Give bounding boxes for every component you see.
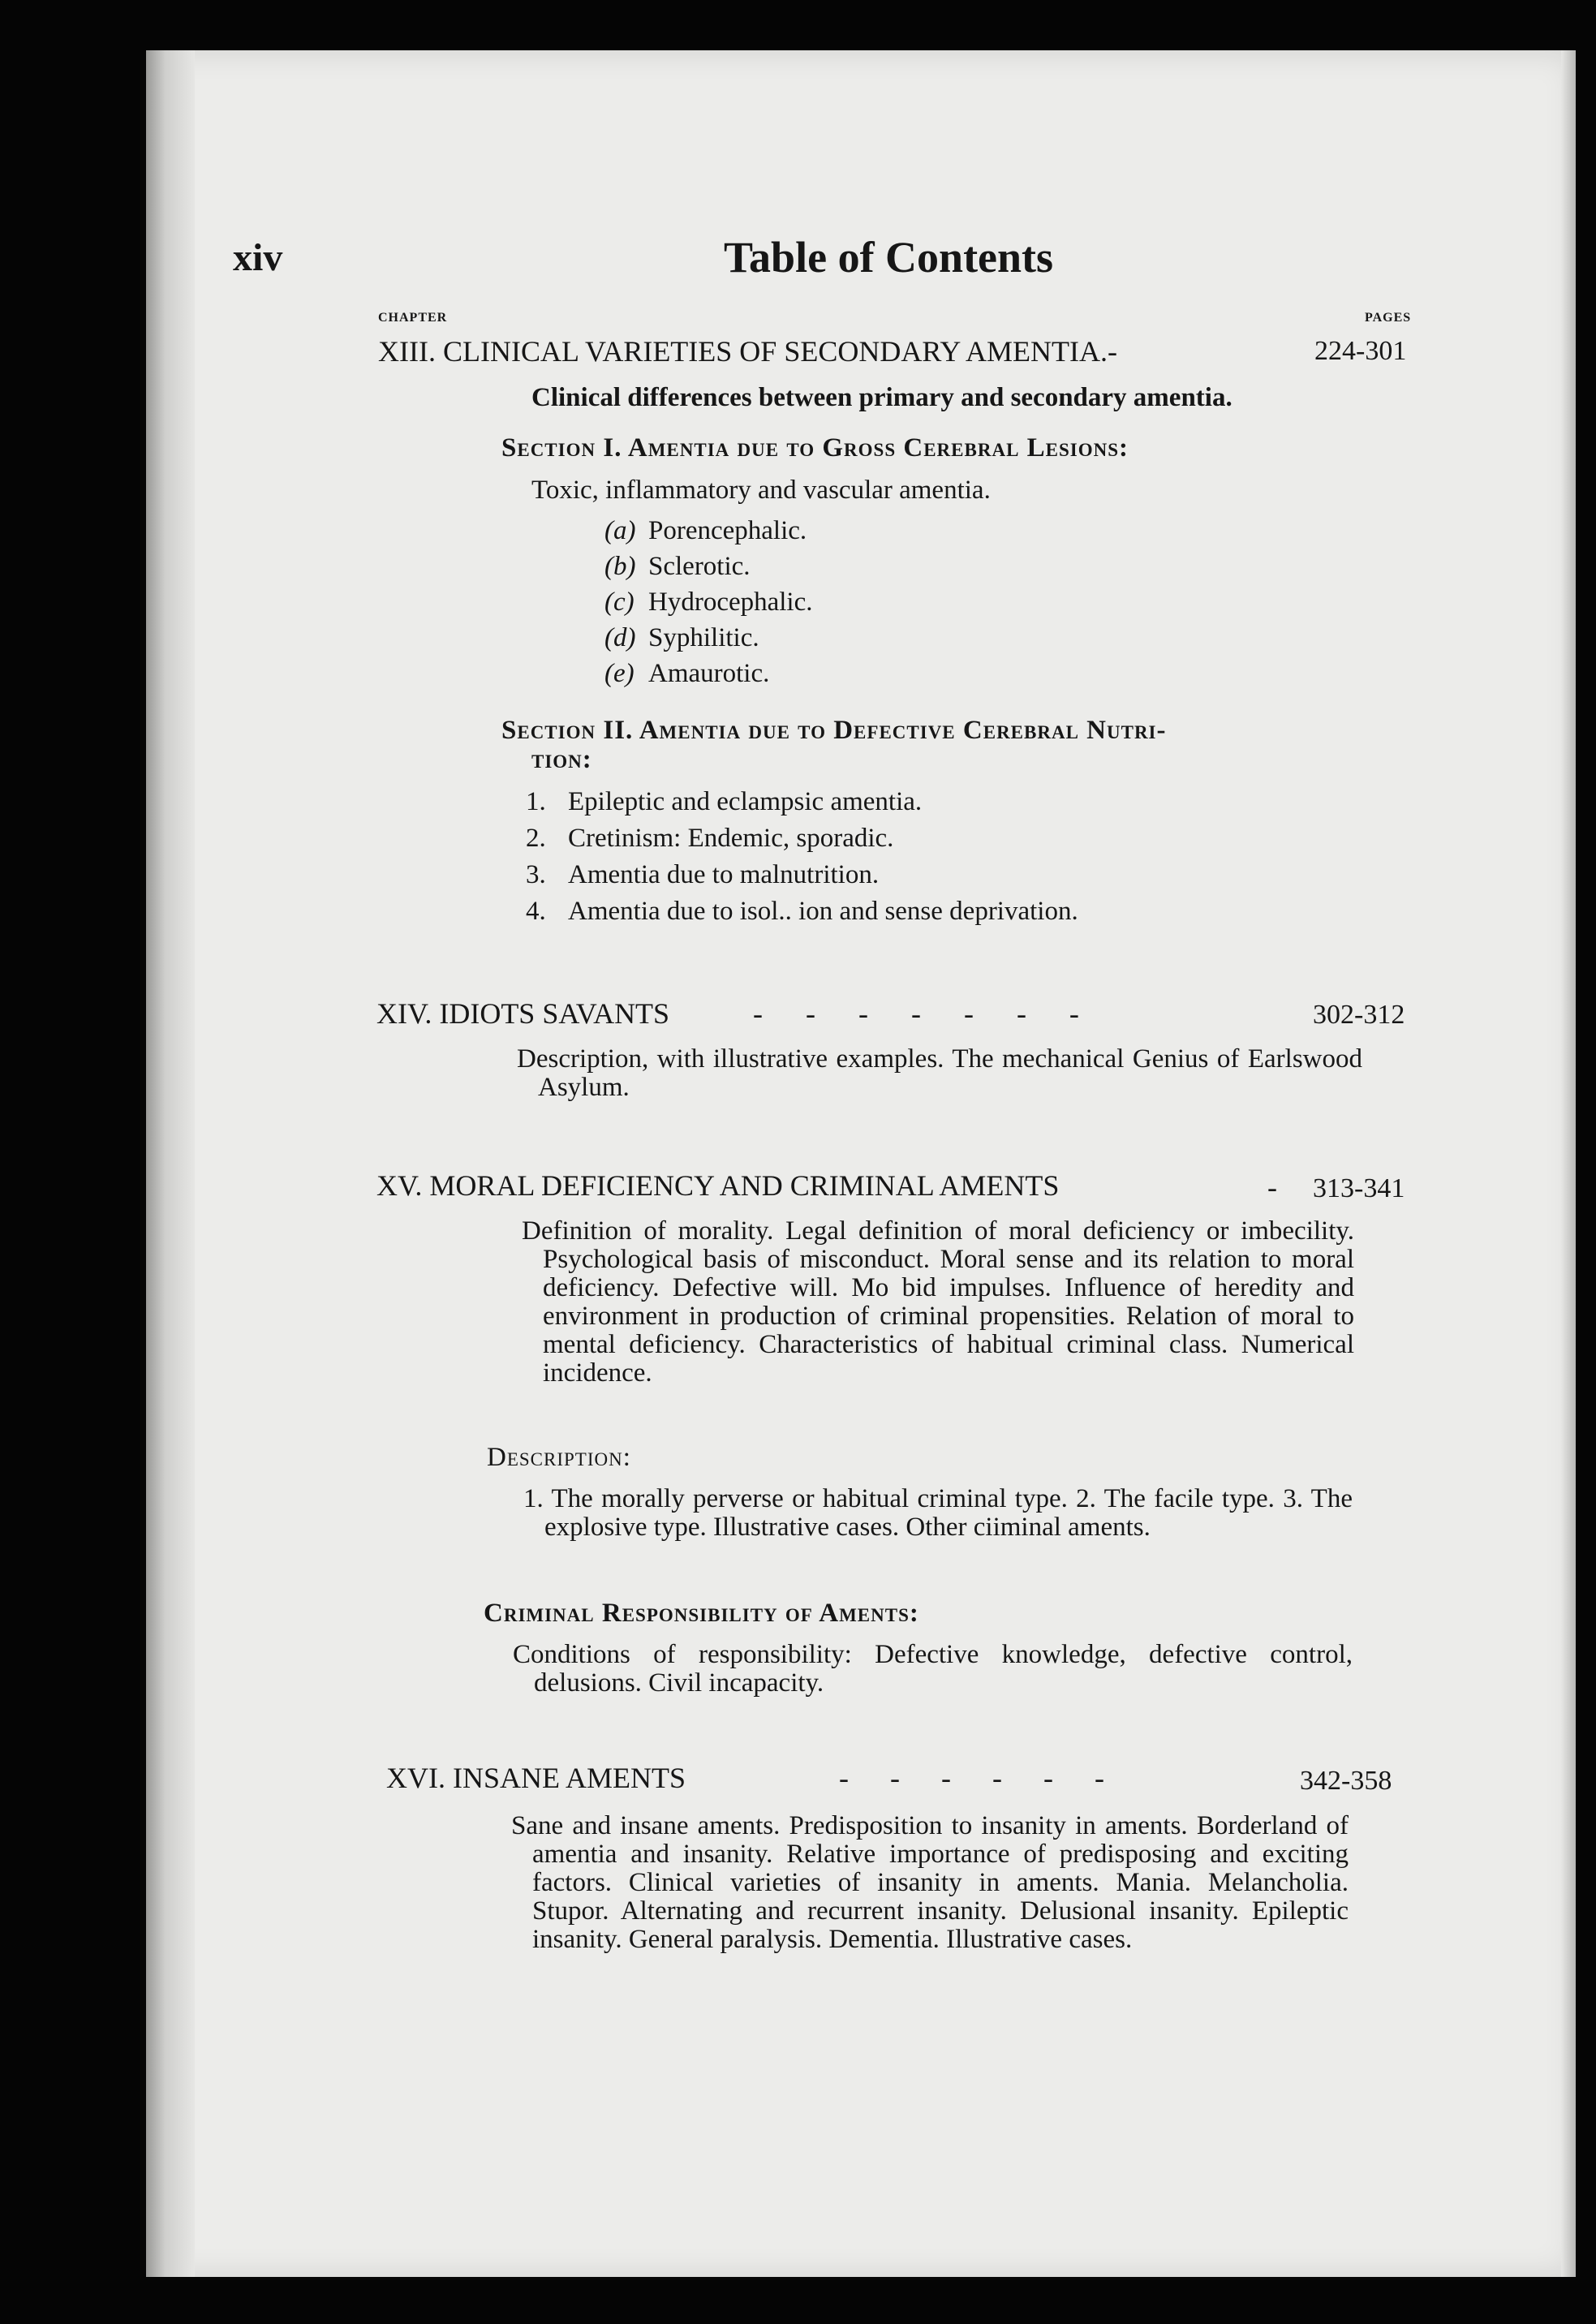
chapter-xiii-heading (378, 334, 1117, 368)
page-binding-shadow (146, 50, 195, 2277)
chapter-xvi-summary: Sane and insane aments. Predisposition to insanity in aments. Borderland of amentia and insanity. Relative importance of predisposing and exciting factors. Clinical varieties of insanity in aments. Mania. Melancholia. Stupor. Alternating and recurrent insanity. Delusional insanity. Epileptic insanity. General paralysis. Dementia. Illustrative cases. (511, 1811, 1349, 1954)
chapter-number: XIII. (378, 335, 436, 368)
chapter-xvi-heading (386, 1761, 686, 1795)
description-heading: Description: (487, 1443, 631, 1472)
pages-column-label: PAGES (1365, 311, 1412, 325)
chapter-xiv-heading (376, 996, 669, 1031)
chapter-xiv-pages: 302-312 (1313, 1000, 1405, 1030)
list-item: 3. Amentia due to malnutrition. (526, 860, 880, 889)
description-text: 1. The morally perverse or habitual criminal type. 2. The facile type. 3. The explosive type. Illustrative cases. Other ciiminal aments. (523, 1484, 1353, 1542)
chapter-xv-summary: Definition of morality. Legal definition of moral deficiency or imbecility. Psychological basis of misconduct. Moral sense and its relation to moral deficiency. Defective will. Mo bid impulses. Influence of heredity and environment in production of criminal propensities. Relation of moral to mental deficiency. Characteristics of habitual criminal class. Numerical incidence. (522, 1216, 1354, 1388)
chapter-number: XIV. (376, 997, 432, 1030)
responsibility-heading: Criminal Responsibility of Aments: (484, 1599, 919, 1628)
chapter-title: INSANE AMENTS (452, 1762, 686, 1794)
chapter-title: IDIOTS SAVANTS (439, 997, 670, 1030)
section-i-list (604, 516, 813, 695)
chapter-number: XVI. (386, 1762, 445, 1794)
chapter-xvi-leader: - - - - - - (839, 1762, 1104, 1794)
chapter-title: CLINICAL VARIETIES OF SECONDARY AMENTIA.- (442, 335, 1117, 368)
chapter-xv-heading (376, 1168, 1059, 1203)
page-folio: xiv (233, 236, 283, 279)
chapter-xiii-pages: 224-301 (1314, 336, 1407, 366)
page-edge-shadow (1561, 50, 1576, 2277)
list-item: 2. Cretinism: Endemic, sporadic. (526, 824, 894, 853)
list-item: (e) Amaurotic. (604, 659, 770, 688)
chapter-xv-leader: - (1267, 1171, 1277, 1203)
section-i-heading: Section I. Amentia due to Gross Cerebral Lesions: (501, 433, 1129, 463)
list-item: (d) Syphilitic. (604, 623, 759, 652)
responsibility-text: Conditions of responsibility: Defective knowledge, defective control, delusions. Civil incapacity. (513, 1640, 1353, 1698)
list-item: (c) Hydrocephalic. (604, 587, 813, 617)
chapter-xv-pages: 313-341 (1313, 1173, 1405, 1203)
section-ii-heading: Section II. Amentia due to Defective Cerebral Nutri- (501, 716, 1167, 745)
chapter-xvi-pages: 342-358 (1300, 1766, 1392, 1796)
chapter-xiii-intro: Clinical differences between primary and secondary amentia. (531, 383, 1232, 412)
list-item: (a) Porencephalic. (604, 516, 807, 545)
chapter-title: MORAL DEFICIENCY AND CRIMINAL AMENTS (429, 1169, 1060, 1202)
chapter-column-label: CHAPTER (378, 311, 448, 325)
section-ii-heading-cont: tion: (531, 745, 592, 774)
list-item: (b) Sclerotic. (604, 552, 751, 581)
section-i-line: Toxic, inflammatory and vascular amentia. (531, 476, 991, 505)
page-title: Table of Contents (724, 233, 1054, 282)
section-ii-list (526, 787, 1078, 933)
chapter-xiv-summary: Description, with illustrative examples. The mechanical Genius of Earlswood Asylum. (517, 1044, 1362, 1102)
list-item: 1. Epileptic and eclampsic amentia. (526, 787, 923, 816)
chapter-number: XV. (376, 1169, 423, 1202)
chapter-xiv-leader: - - - - - - - (753, 997, 1079, 1030)
list-item: 4. Amentia due to isol.. ion and sense deprivation. (526, 897, 1078, 926)
